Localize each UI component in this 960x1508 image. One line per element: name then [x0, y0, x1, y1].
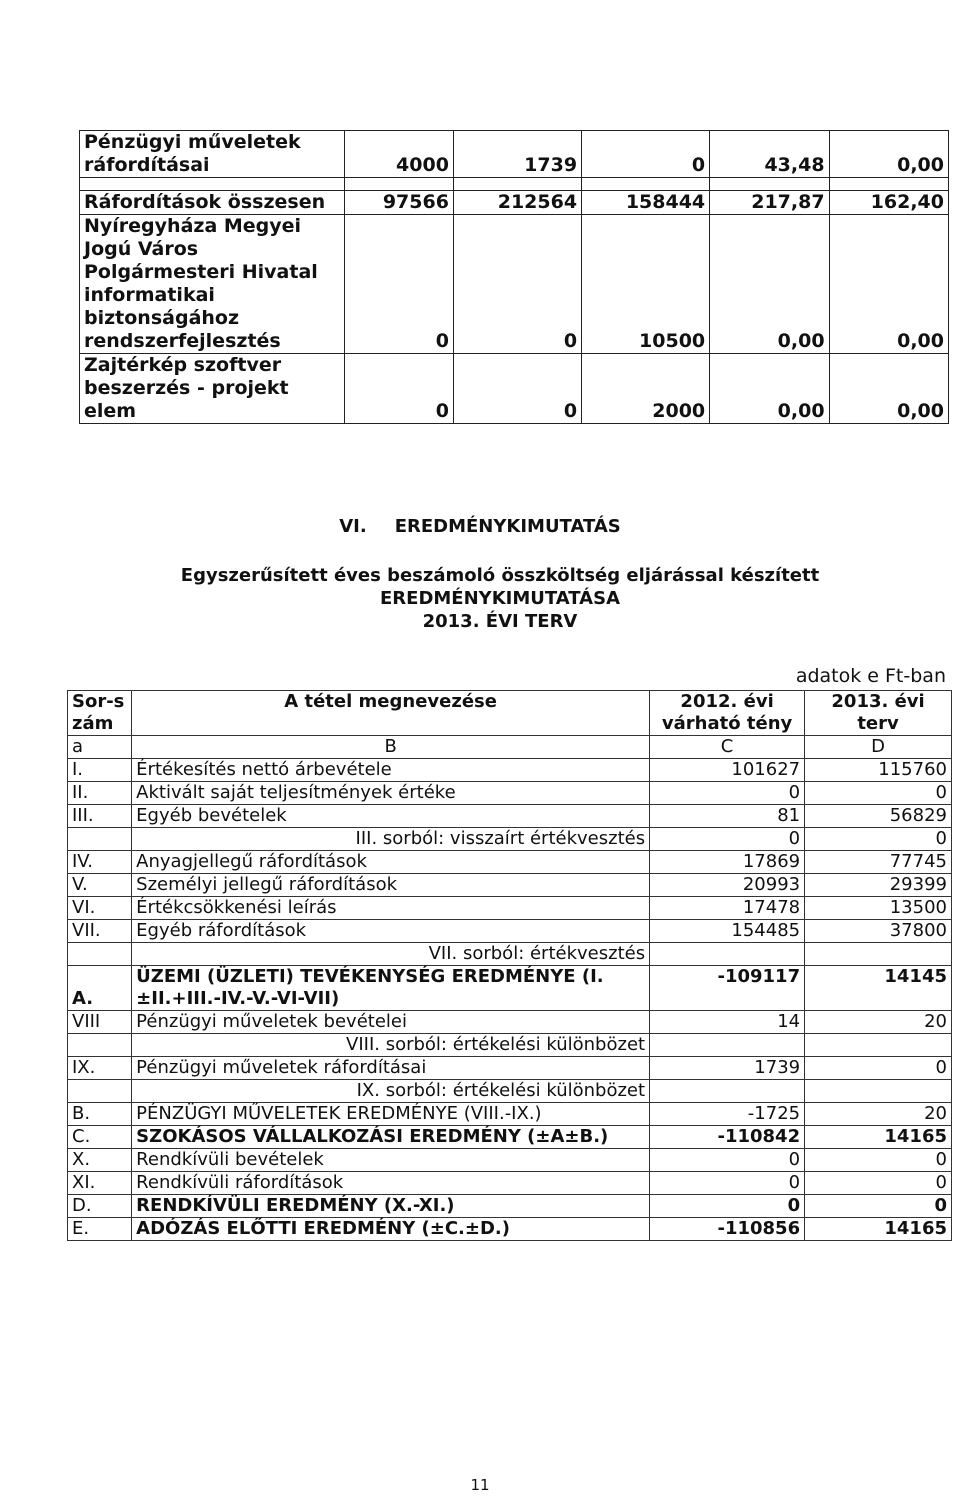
- row-name: Egyéb ráfordítások: [132, 920, 650, 943]
- cell-value: 43,48: [710, 131, 829, 178]
- value-2013: 0: [805, 1172, 952, 1195]
- value-2012: 1739: [650, 1057, 805, 1080]
- row-label: Zajtérkép szoftver beszerzés - projekt elem: [80, 354, 345, 424]
- row-number: A.: [68, 966, 132, 1011]
- subtitle-line: 2013. ÉVI TERV: [422, 611, 578, 632]
- table-row: [80, 191, 949, 215]
- table-row: [68, 1149, 952, 1172]
- value-2013: 14165: [805, 1218, 952, 1241]
- cell-value: 0,00: [710, 354, 829, 424]
- value-2013: 29399: [805, 874, 952, 897]
- cell-value: 0,00: [710, 215, 829, 354]
- cell-value: 0: [453, 215, 581, 354]
- cell-value: 162,40: [829, 191, 948, 215]
- value-2012: 81: [650, 805, 805, 828]
- cell-value: 0,00: [829, 131, 948, 178]
- row-number: VI.: [68, 897, 132, 920]
- table-row: [68, 1080, 952, 1103]
- row-name: RENDKÍVÜLI EREDMÉNY (X.-XI.): [132, 1195, 650, 1218]
- table-row: [68, 782, 952, 805]
- section-heading: [0, 516, 960, 537]
- income-statement-table: [67, 690, 952, 1241]
- cell-value: 0,00: [829, 354, 948, 424]
- header-2013: 2013. évi terv: [805, 691, 952, 736]
- value-2012: -110856: [650, 1218, 805, 1241]
- value-2012: [650, 1034, 805, 1057]
- value-2013: 77745: [805, 851, 952, 874]
- table-row: [80, 354, 949, 424]
- table-row: [68, 759, 952, 782]
- cell-value: 212564: [453, 191, 581, 215]
- row-number: D.: [68, 1195, 132, 1218]
- value-2013: [805, 1034, 952, 1057]
- value-2012: 0: [650, 1195, 805, 1218]
- cell-value: 4000: [345, 131, 454, 178]
- row-label: Ráfordítások összesen: [80, 191, 345, 215]
- row-number: IX.: [68, 1057, 132, 1080]
- letter-b: B: [132, 736, 650, 759]
- header-row-number: Sor-szám: [68, 691, 132, 736]
- cell-value: 158444: [582, 191, 710, 215]
- value-2012: 101627: [650, 759, 805, 782]
- value-2013: 37800: [805, 920, 952, 943]
- table-row: [68, 897, 952, 920]
- value-2012: 0: [650, 1172, 805, 1195]
- value-2012: 0: [650, 828, 805, 851]
- value-2012: 0: [650, 782, 805, 805]
- table-row: [68, 805, 952, 828]
- value-2012: 17478: [650, 897, 805, 920]
- table-row: [68, 1034, 952, 1057]
- value-2013: 20: [805, 1103, 952, 1126]
- row-name: Egyéb bevételek: [132, 805, 650, 828]
- row-name: Rendkívüli bevételek: [132, 1149, 650, 1172]
- row-number: VIII: [68, 1011, 132, 1034]
- value-2012: 14: [650, 1011, 805, 1034]
- cell-value: 2000: [582, 354, 710, 424]
- header-2012: 2012. évi várható tény: [650, 691, 805, 736]
- value-2012: [650, 943, 805, 966]
- table-row: [68, 1011, 952, 1034]
- row-name: Pénzügyi műveletek ráfordításai: [132, 1057, 650, 1080]
- expense-summary-table: [79, 130, 949, 424]
- value-2012: 0: [650, 1149, 805, 1172]
- cell-value: 0,00: [829, 215, 948, 354]
- report-subtitle: [120, 564, 880, 633]
- table-row: [68, 1218, 952, 1241]
- subtitle-line: EREDMÉNYKIMUTATÁSA: [380, 588, 620, 609]
- row-number: III.: [68, 805, 132, 828]
- row-number: B.: [68, 1103, 132, 1126]
- section-number: VI.: [339, 516, 367, 537]
- row-number: XI.: [68, 1172, 132, 1195]
- row-name: IX. sorból: értékelési különbözet: [132, 1080, 650, 1103]
- row-number: [68, 828, 132, 851]
- table-row: [68, 851, 952, 874]
- row-name: Anyagjellegű ráfordítások: [132, 851, 650, 874]
- row-number: IV.: [68, 851, 132, 874]
- row-name: Pénzügyi műveletek bevételei: [132, 1011, 650, 1034]
- row-number: E.: [68, 1218, 132, 1241]
- value-2013: 0: [805, 1149, 952, 1172]
- table-row: [80, 215, 949, 354]
- cell-value: 0: [453, 354, 581, 424]
- row-name: ADÓZÁS ELŐTTI EREDMÉNY (±C.±D.): [132, 1218, 650, 1241]
- row-number: X.: [68, 1149, 132, 1172]
- spacer-row: [80, 178, 949, 191]
- table-row: [68, 828, 952, 851]
- table-row: [68, 920, 952, 943]
- row-name: VII. sorból: értékvesztés: [132, 943, 650, 966]
- row-name: VIII. sorból: értékelési különbözet: [132, 1034, 650, 1057]
- header-row: [68, 691, 952, 736]
- value-2013: 0: [805, 828, 952, 851]
- value-2013: 13500: [805, 897, 952, 920]
- page-number: 11: [470, 1476, 490, 1494]
- value-2013: 0: [805, 1057, 952, 1080]
- row-number: [68, 943, 132, 966]
- value-2013: 115760: [805, 759, 952, 782]
- row-number: C.: [68, 1126, 132, 1149]
- table-row: [80, 131, 949, 178]
- cell-value: 0: [582, 131, 710, 178]
- value-2013: 20: [805, 1011, 952, 1034]
- row-name: Aktivált saját teljesítmények értéke: [132, 782, 650, 805]
- table-row: [68, 1126, 952, 1149]
- row-name: III. sorból: visszaírt értékvesztés: [132, 828, 650, 851]
- table-row: [68, 1172, 952, 1195]
- cell-value: 1739: [453, 131, 581, 178]
- value-2013: 0: [805, 1195, 952, 1218]
- value-2012: -110842: [650, 1126, 805, 1149]
- row-label: Pénzügyi műveletek ráfordításai: [80, 131, 345, 178]
- cell-value: 10500: [582, 215, 710, 354]
- letter-c: C: [650, 736, 805, 759]
- letter-a: a: [68, 736, 132, 759]
- table-row: [68, 966, 952, 1011]
- letter-d: D: [805, 736, 952, 759]
- value-2012: -1725: [650, 1103, 805, 1126]
- cell-value: 0: [345, 215, 454, 354]
- row-number: I.: [68, 759, 132, 782]
- value-2013: 14145: [805, 966, 952, 1011]
- section-title: EREDMÉNYKIMUTATÁS: [394, 516, 621, 537]
- row-number: II.: [68, 782, 132, 805]
- cell-value: 97566: [345, 191, 454, 215]
- value-2012: 17869: [650, 851, 805, 874]
- value-2013: 56829: [805, 805, 952, 828]
- cell-value: 0: [345, 354, 454, 424]
- value-2012: 154485: [650, 920, 805, 943]
- row-number: [68, 1080, 132, 1103]
- table-row: [68, 1195, 952, 1218]
- column-letter-row: [68, 736, 952, 759]
- header-item-name: A tétel megnevezése: [132, 691, 650, 736]
- table-row: [68, 1103, 952, 1126]
- row-name: SZOKÁSOS VÁLLALKOZÁSI EREDMÉNY (±A±B.): [132, 1126, 650, 1149]
- row-label: Nyíregyháza Megyei Jogú Város Polgármesteri Hivatal informatikai biztonságához rendszerfejlesztés: [80, 215, 345, 354]
- row-name: Értékcsökkenési leírás: [132, 897, 650, 920]
- value-2012: 20993: [650, 874, 805, 897]
- value-2013: [805, 1080, 952, 1103]
- row-number: [68, 1034, 132, 1057]
- value-2012: -109117: [650, 966, 805, 1011]
- row-name: Személyi jellegű ráfordítások: [132, 874, 650, 897]
- unit-note: adatok e Ft-ban: [795, 665, 946, 687]
- value-2013: [805, 943, 952, 966]
- subtitle-line: Egyszerűsített éves beszámoló összköltség eljárással készített: [180, 565, 820, 586]
- table-row: [68, 943, 952, 966]
- table-row: [68, 1057, 952, 1080]
- row-number: VII.: [68, 920, 132, 943]
- row-name: PÉNZÜGYI MŰVELETEK EREDMÉNYE (VIII.-IX.): [132, 1103, 650, 1126]
- row-name: Értékesítés nettó árbevétele: [132, 759, 650, 782]
- row-name: Rendkívüli ráfordítások: [132, 1172, 650, 1195]
- row-name: ÜZEMI (ÜZLETI) TEVÉKENYSÉG EREDMÉNYE (I.±II.+III.-IV.-V.-VI-VII): [132, 966, 650, 1011]
- value-2012: [650, 1080, 805, 1103]
- cell-value: 217,87: [710, 191, 829, 215]
- row-number: V.: [68, 874, 132, 897]
- value-2013: 14165: [805, 1126, 952, 1149]
- value-2013: 0: [805, 782, 952, 805]
- table-row: [68, 874, 952, 897]
